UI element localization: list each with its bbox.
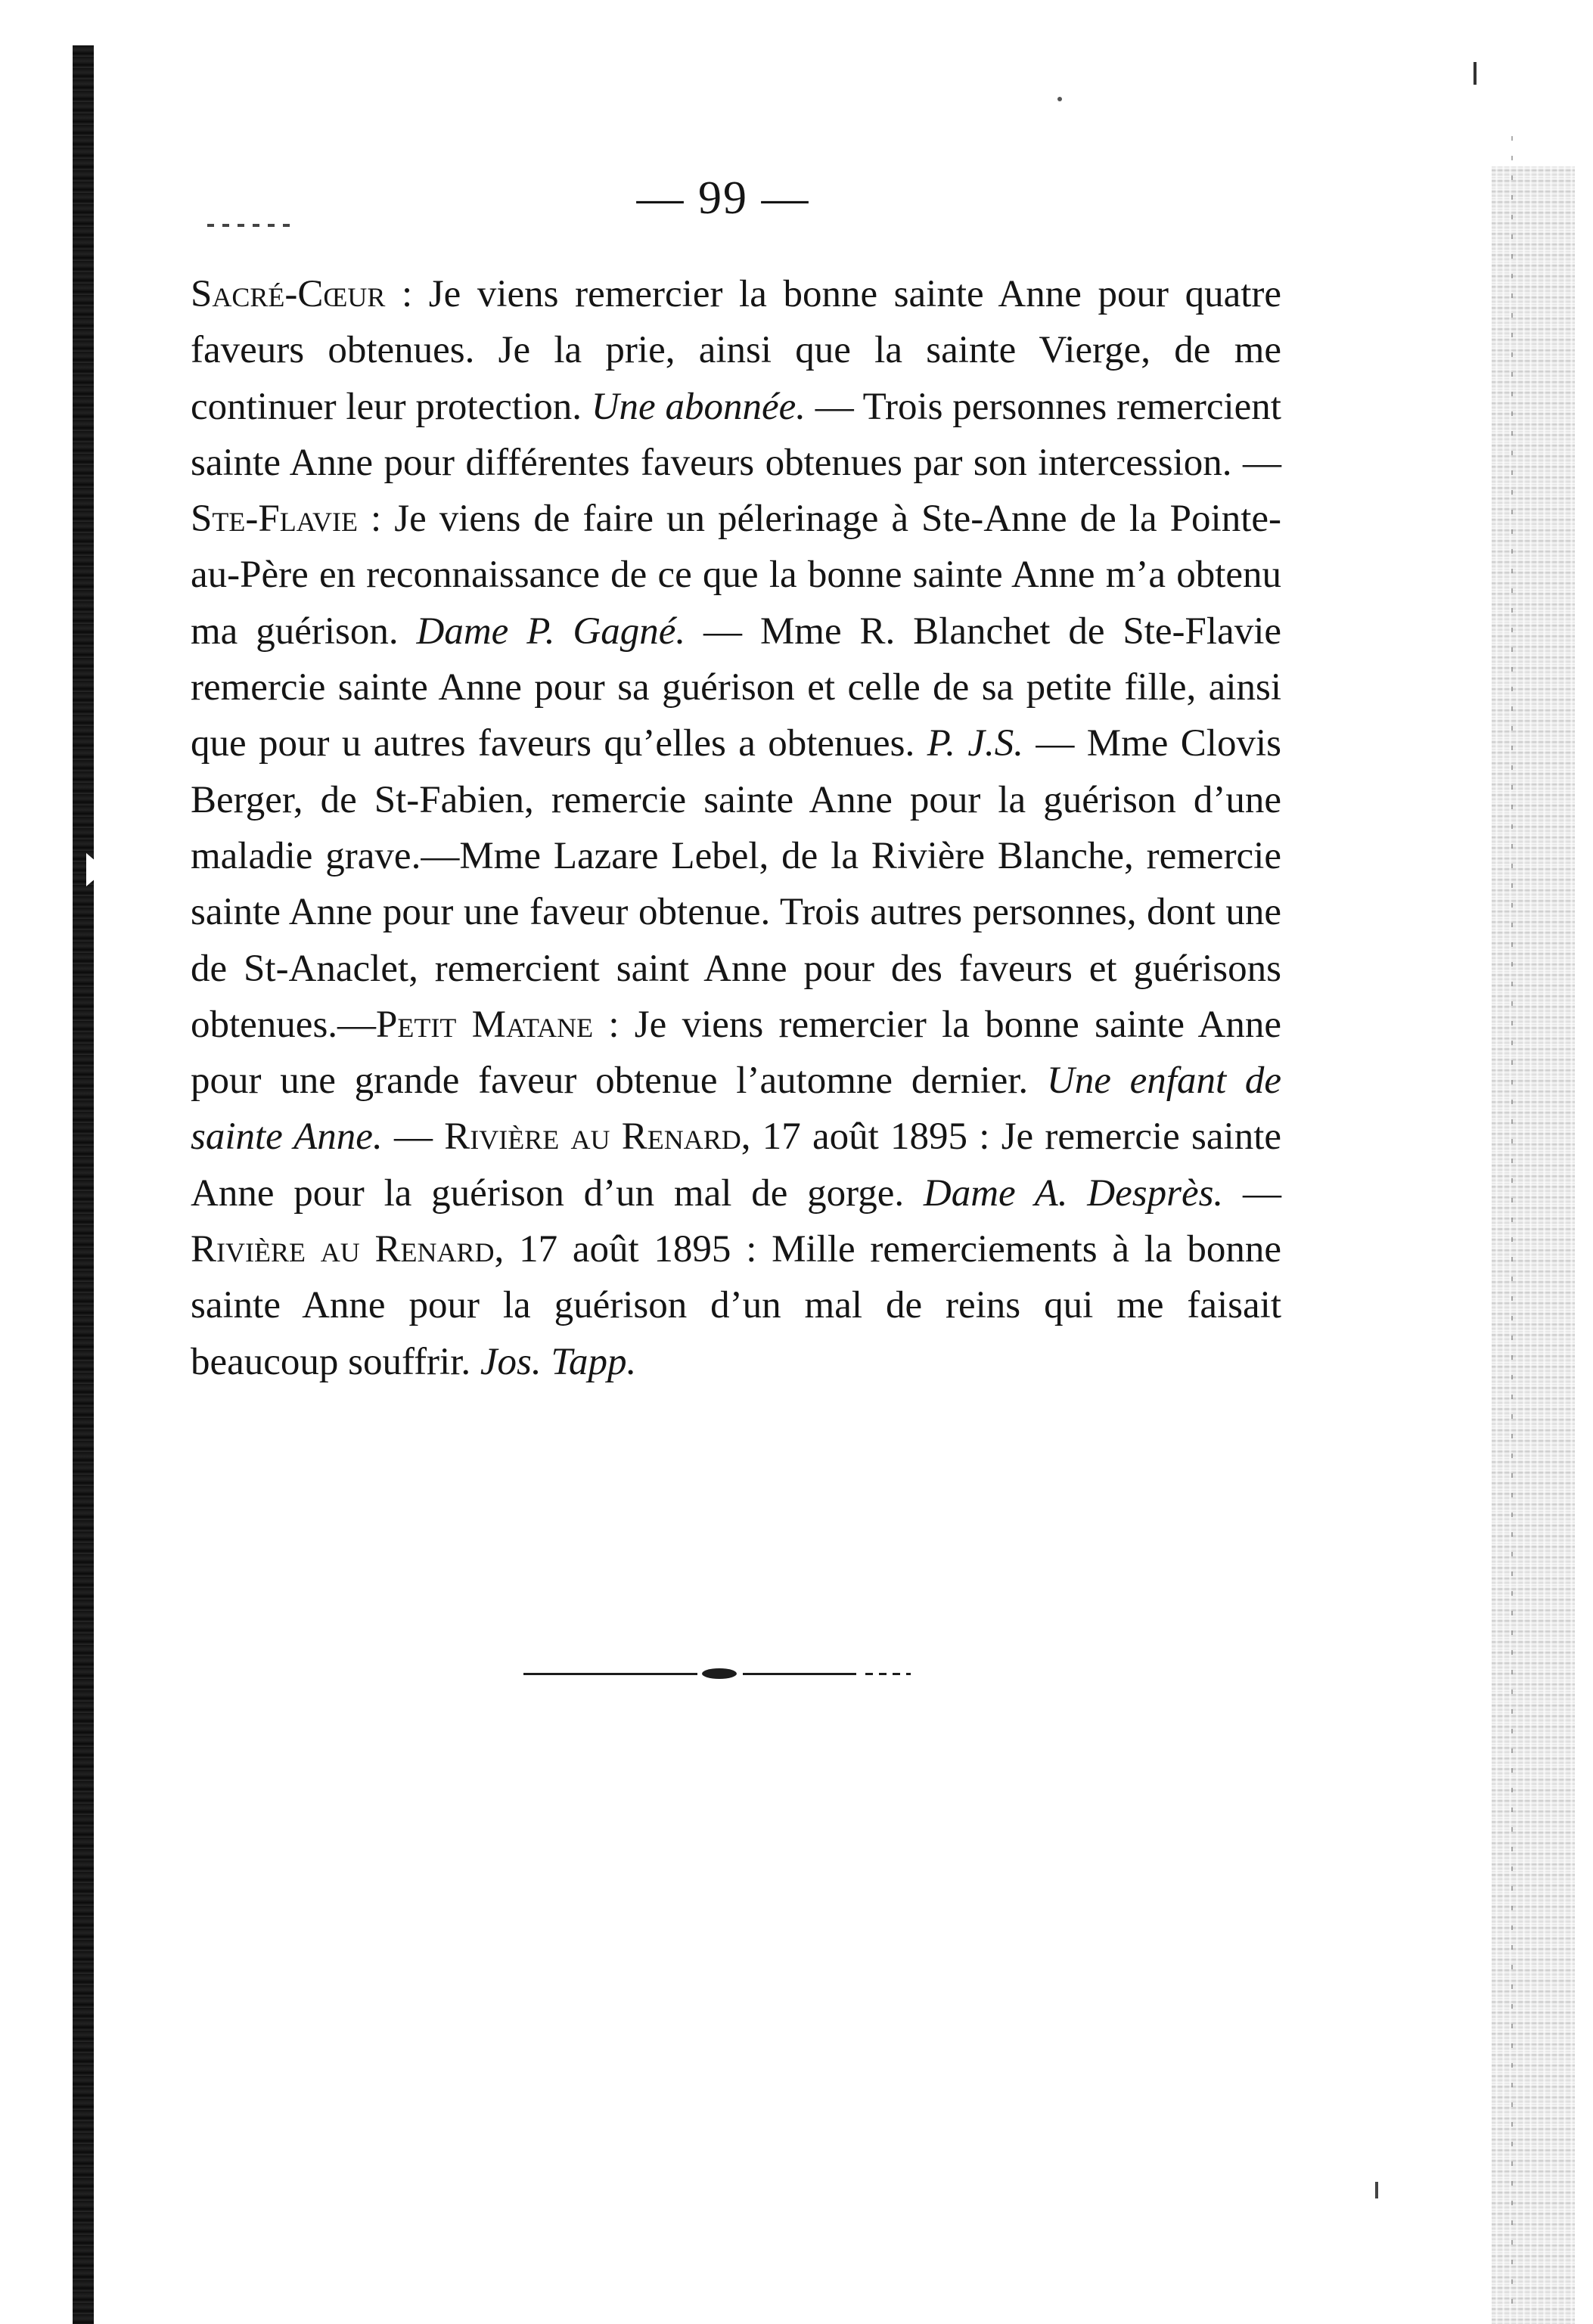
signature: Une abonnée. (591, 385, 806, 428)
place-name: Rivière au Renard (444, 1115, 741, 1159)
body-text-run: : Je viens de faire un pélerinage à Ste-Anne de la Pointe-au-Père en reconnaissance de ce que la bonne sainte Anne m’a obtenu ma guérison. (191, 498, 1281, 653)
scan-bottom-mark (1375, 2182, 1378, 2198)
body-text-run: , 17 août 1895 : Mille remerciements à la bonne sainte Anne pour la guérison d’un mal de reins qui me faisait beaucoup souffrir. (191, 1228, 1281, 1383)
body-text-run: — Trois personnes remercient sainte Anne pour différentes faveurs obtenues par son intercession. — (191, 385, 1281, 484)
section-divider (523, 1665, 917, 1683)
place-name: Ste-Flavie (191, 498, 359, 541)
divider-line-right (743, 1673, 856, 1675)
body-text-run: — Mme Clovis Berger, de St-Fabien, remercie sainte Anne pour la guérison d’une maladie grave.—Mme Lazare Lebel, de la Rivière Blanche, remercie sainte Anne pour une faveur obtenue. Trois autres personnes, dont une de St-Anaclet, remercient saint Anne pour des faveurs et guérisons obtenues.— (191, 722, 1281, 1046)
page-number: — 99 — (636, 172, 810, 224)
place-name: Rivière au Renard (191, 1228, 495, 1271)
scan-right-edge (1492, 166, 1575, 2324)
divider-tail (865, 1673, 911, 1675)
divider-line-left (523, 1673, 697, 1675)
body-text-run: : Je viens remercier la bonne sainte Anne pour quatre faveurs obtenues. Je la prie, ainsi que la sainte Vierge, de me continuer leur protection. (191, 273, 1281, 428)
place-name: Petit Matane (376, 1003, 594, 1046)
scan-edge-notch (86, 853, 106, 886)
scan-corner-mark (1473, 62, 1477, 85)
divider-ornament (702, 1668, 737, 1679)
signature: Une enfant de sainte Anne. (191, 1060, 1281, 1159)
scan-speck (1057, 97, 1062, 101)
body-text-run: — (1223, 1171, 1281, 1215)
scan-right-edge-dots (1511, 136, 1513, 2314)
signature: P. J.S. (927, 722, 1023, 765)
signature: Dame P. Gagné. (416, 610, 686, 653)
signature: Dame A. Desprès. (923, 1171, 1224, 1215)
scan-corner-ticks (207, 224, 290, 227)
place-name: Sacré-Cœur (191, 273, 386, 315)
body-text-run: : Je viens remercier la bonne sainte Anne pour une grande faveur obtenue l’automne dernier. (191, 1003, 1281, 1103)
signature: Jos. Tapp. (480, 1340, 637, 1383)
body-text-run: — Mme R. Blanchet de Ste-Flavie remercie sainte Anne pour sa guérison et celle de sa petite fille, ainsi que pour u autres faveurs qu’elles a obtenues. (191, 610, 1282, 765)
scan-left-edge (73, 45, 94, 2324)
body-text-run: — (382, 1115, 445, 1159)
body-text-run: , 17 août 1895 : Je remercie sainte Anne pour la guérison d’un mal de gorge. (191, 1115, 1281, 1215)
body-text (191, 266, 1281, 1390)
